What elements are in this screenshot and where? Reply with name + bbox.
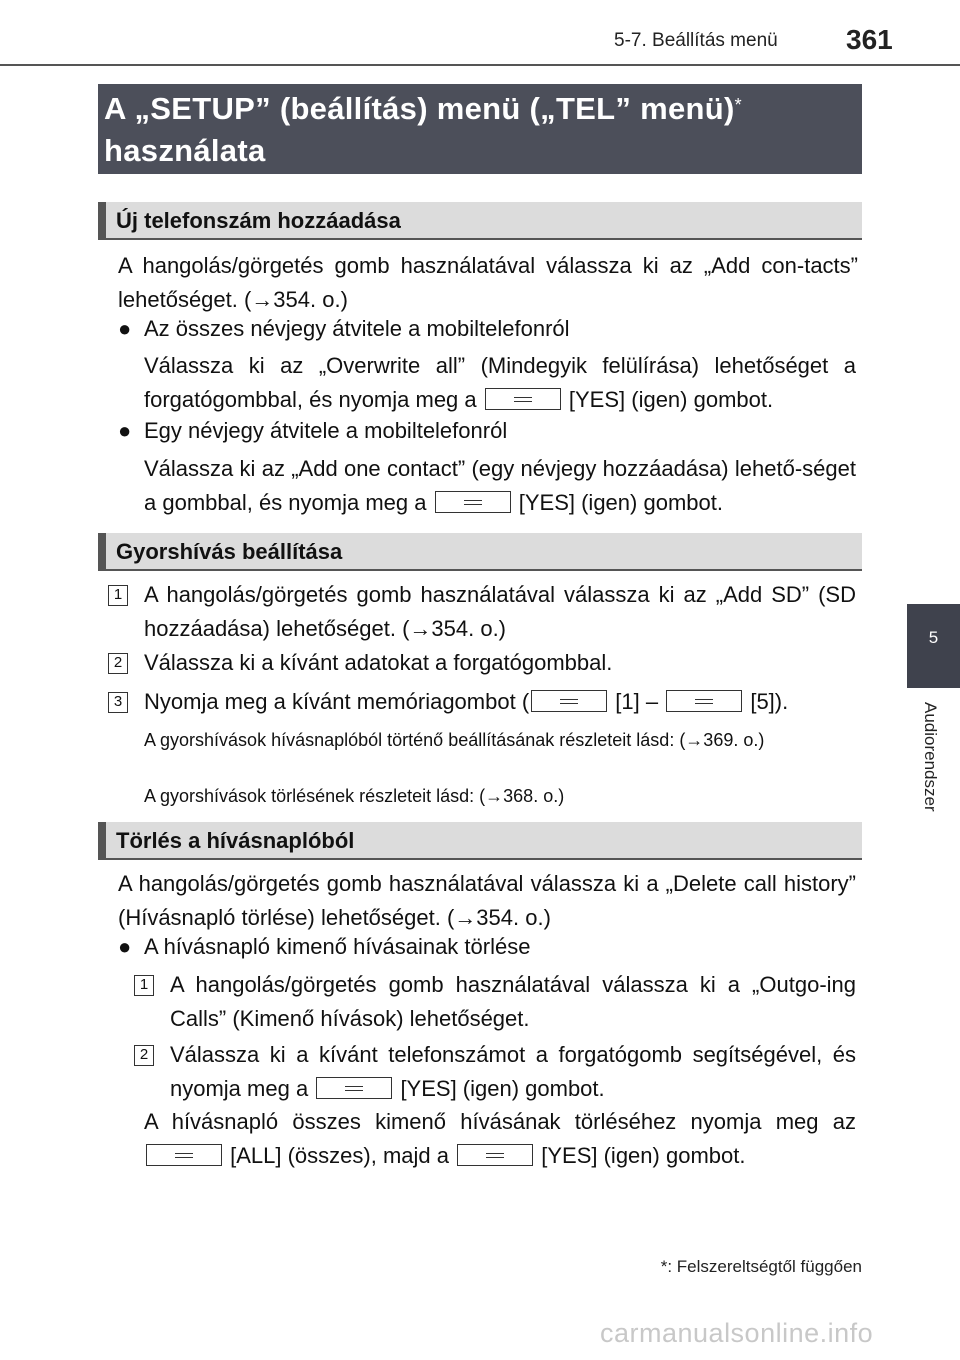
step-number-badge: 2 — [134, 1045, 154, 1066]
yes-button-icon — [316, 1077, 392, 1099]
section3-intro: A hangolás/görgetés gomb használatával válassza ki a „Delete call history” (Hívásnapló törlése) lehetőséget. (→354. o.) — [118, 871, 856, 930]
step-number-badge: 1 — [108, 585, 128, 606]
step-text — [170, 1038, 856, 1106]
section-heading-text: Új telefonszám hozzáadása — [116, 208, 401, 233]
bullet-text-after: [YES] (igen) gombot. — [568, 387, 774, 412]
page-title-line1: A „SETUP” (beállítás) menü („TEL” menü) — [104, 91, 735, 126]
bullet-icon: ● — [118, 934, 132, 959]
yes-button-icon — [435, 491, 511, 513]
section-heading-text: Gyorshívás beállítása — [116, 539, 343, 564]
memory-button-1-icon — [531, 690, 607, 712]
section-heading-new-contact — [98, 202, 862, 240]
bullet-text — [144, 452, 856, 520]
step-text-before: Válassza ki a kívánt telefonszámot a forgatógomb segítségével, és nyomja meg a — [170, 1042, 856, 1101]
page-title-line2: használata — [104, 133, 266, 168]
heading-bar — [98, 822, 106, 858]
step-text-part: [5]). — [750, 689, 789, 714]
step-number-badge: 3 — [108, 692, 128, 713]
step-text: A hangolás/görgetés gomb használatával válassza ki a „Outgo-ing Calls” (Kimenő hívások) lehetőséget. — [170, 972, 856, 1031]
footnote: *: Felszereltségtől függően — [660, 1257, 862, 1276]
yes-button-icon — [485, 388, 561, 410]
bullet-text-after: [YES] (igen) gombot. — [518, 490, 723, 515]
bullet-text — [144, 349, 856, 417]
closing-text-a: A hívásnapló összes kimenő hívásának törléséhez nyomja meg az — [144, 1109, 856, 1134]
section-heading-text: Törlés a hívásnaplóból — [116, 828, 355, 853]
memory-button-5-icon — [666, 690, 742, 712]
header-section-title: 5-7. Beállítás menü — [614, 30, 778, 51]
footnote-asterisk: * — [734, 95, 742, 115]
step-text-part: Nyomja meg a kívánt memóriagombot ( — [144, 689, 530, 714]
note-text: A gyorshívások törlésének részleteit lásd: (→368. o.) — [144, 786, 565, 806]
step-number-badge: 2 — [108, 653, 128, 674]
heading-bar — [98, 202, 106, 238]
closing-text — [144, 1105, 856, 1173]
step-text: A hangolás/görgetés gomb használatával válassza ki az „Add SD” (SD hozzáadása) lehetőséget. (→354. o.) — [144, 582, 856, 641]
bullet-title: A hívásnapló kimenő hívásainak törlése — [144, 934, 531, 959]
page-title — [98, 84, 862, 174]
yes-button-icon — [457, 1144, 533, 1166]
closing-text-c: [YES] (igen) gombot. — [541, 1143, 746, 1168]
step-text-part: [1] – — [615, 689, 659, 714]
step-text — [144, 685, 788, 719]
chapter-number: 5 — [928, 628, 939, 647]
step-number-badge: 1 — [134, 975, 154, 996]
bullet-text-before: Válassza ki az „Overwrite all” (Mindegyik felülírása) lehetőséget a forgatógombbal, és nyomja meg a — [144, 353, 856, 412]
section1-intro: A hangolás/görgetés gomb használatával válassza ki az „Add con-tacts” lehetőséget. (→354. o.) — [118, 253, 858, 312]
bullet-text-before: Válassza ki az „Add one contact” (egy névjegy hozzáadása) lehető-séget a gombbal, és nyomja meg a — [144, 456, 856, 515]
step-text: Válassza ki a kívánt adatokat a forgatógombbal. — [144, 650, 613, 675]
heading-bar — [98, 533, 106, 569]
section-heading-speed-dial — [98, 533, 862, 571]
page-number: 361 — [846, 24, 893, 55]
bullet-icon: ● — [118, 316, 132, 341]
section-heading-delete-history — [98, 822, 862, 860]
chapter-tab — [907, 604, 960, 688]
chapter-label: Audiorendszer — [921, 702, 940, 812]
all-button-icon — [146, 1144, 222, 1166]
bullet-title: Az összes névjegy átvitele a mobiltelefonról — [144, 316, 570, 341]
note-text: A gyorshívások hívásnaplóból történő beállításának részleteit lásd: (→369. o.) — [144, 730, 765, 750]
bullet-icon: ● — [118, 418, 132, 443]
bullet-title: Egy névjegy átvitele a mobiltelefonról — [144, 418, 508, 443]
header-divider — [0, 64, 960, 66]
watermark: carmanualsonline.info — [600, 1318, 874, 1348]
closing-text-b: [ALL] (összes), majd a — [230, 1143, 449, 1168]
step-text-after: [YES] (igen) gombot. — [400, 1076, 605, 1101]
